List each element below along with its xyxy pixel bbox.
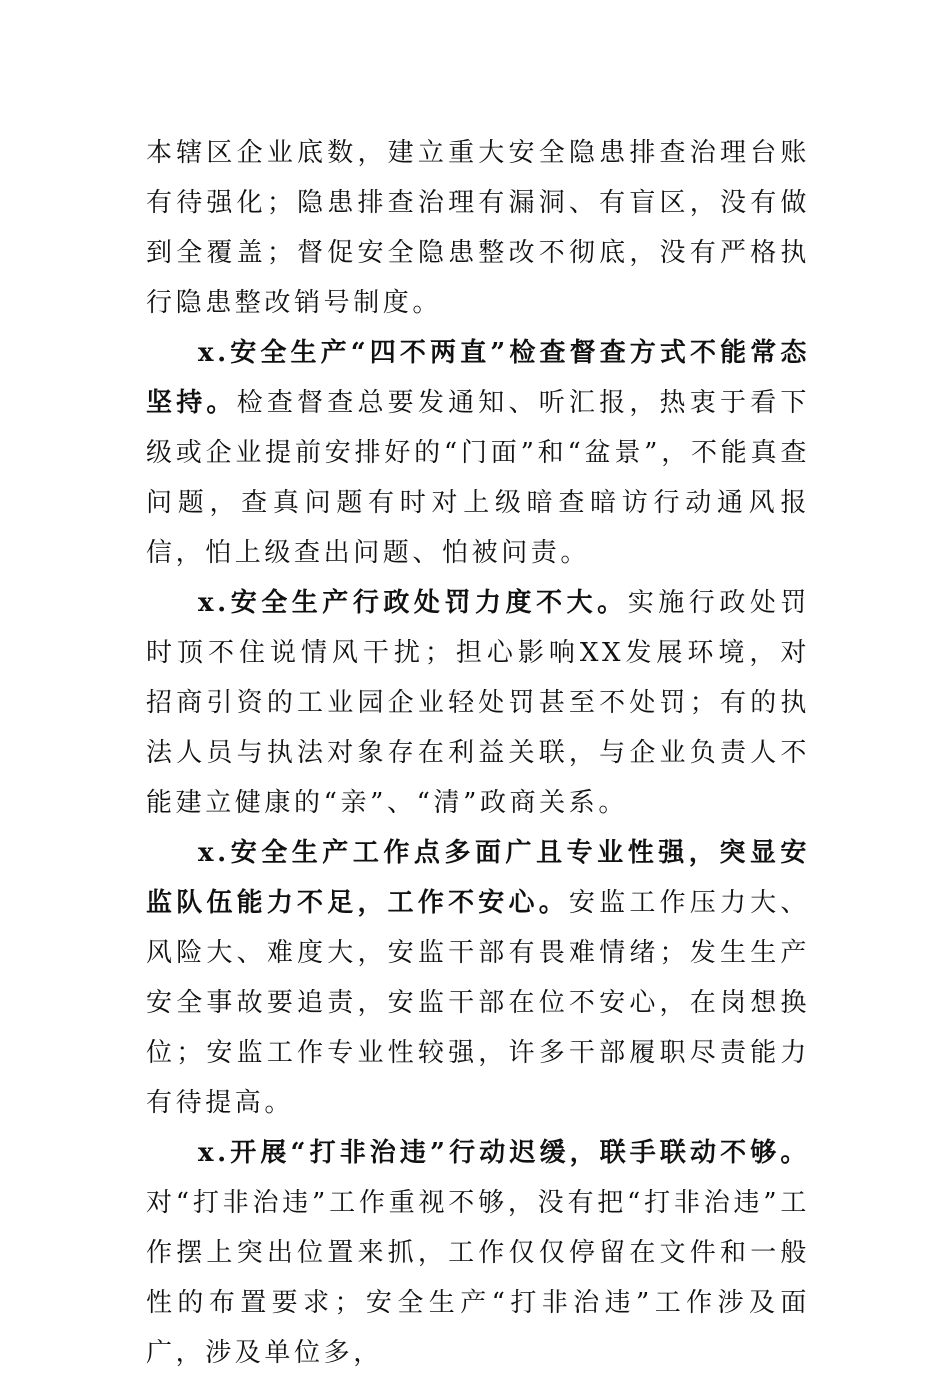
paragraph-administrative-penalty [146, 578, 810, 828]
paragraph-team-capability [146, 828, 810, 1128]
paragraph-body: 安监工作压力大、风险大、难度大，安监干部有畏难情绪；发生生产安全事故要追责，安监干部在位不安心，在岗想换位；安监工作专业性较强，许多干部履职尽责能力有待提高。 [146, 888, 810, 1118]
paragraph-continuation [146, 128, 810, 328]
paragraph-heading: x.安全生产工作点多面广且专业性强，突显安监队伍能力不足，工作不安心。 [146, 838, 810, 918]
paragraph-inspection-method [146, 328, 810, 578]
paragraph-body: 检查督查总要发通知、听汇报，热衷于看下级或企业提前安排好的“门面”和“盆景”，不能真查问题，查真问题有时对上级暗查暗访行动通风报信，怕上级查出问题、怕被问责。 [146, 388, 810, 568]
paragraph-body: 实施行政处罚时顶不住说情风干扰；担心影响XX发展环境，对招商引资的工业园企业轻处罚甚至不处罚；有的执法人员与执法对象存在利益关联，与企业负责人不能建立健康的“亲”、“清”政商关系。 [146, 588, 810, 818]
paragraph-body: 对“打非治违”工作重视不够，没有把“打非治违”工作摆上突出位置来抓，工作仅仅停留在文件和一般性的布置要求；安全生产“打非治违”工作涉及面广，涉及单位多， [146, 1188, 810, 1368]
document-body [146, 128, 810, 1378]
paragraph-body: 本辖区企业底数，建立重大安全隐患排查治理台账有待强化；隐患排查治理有漏洞、有盲区，没有做到全覆盖；督促安全隐患整改不彻底，没有严格执行隐患整改销号制度。 [146, 138, 810, 318]
paragraph-heading: x.开展“打非治违”行动迟缓，联手联动不够。 [198, 1138, 810, 1168]
paragraph-crackdown-action [146, 1128, 810, 1378]
paragraph-heading: x.安全生产行政处罚力度不大。 [198, 588, 628, 618]
paragraph-heading: x.安全生产“四不两直”检查督查方式不能常态坚持。 [146, 338, 810, 418]
